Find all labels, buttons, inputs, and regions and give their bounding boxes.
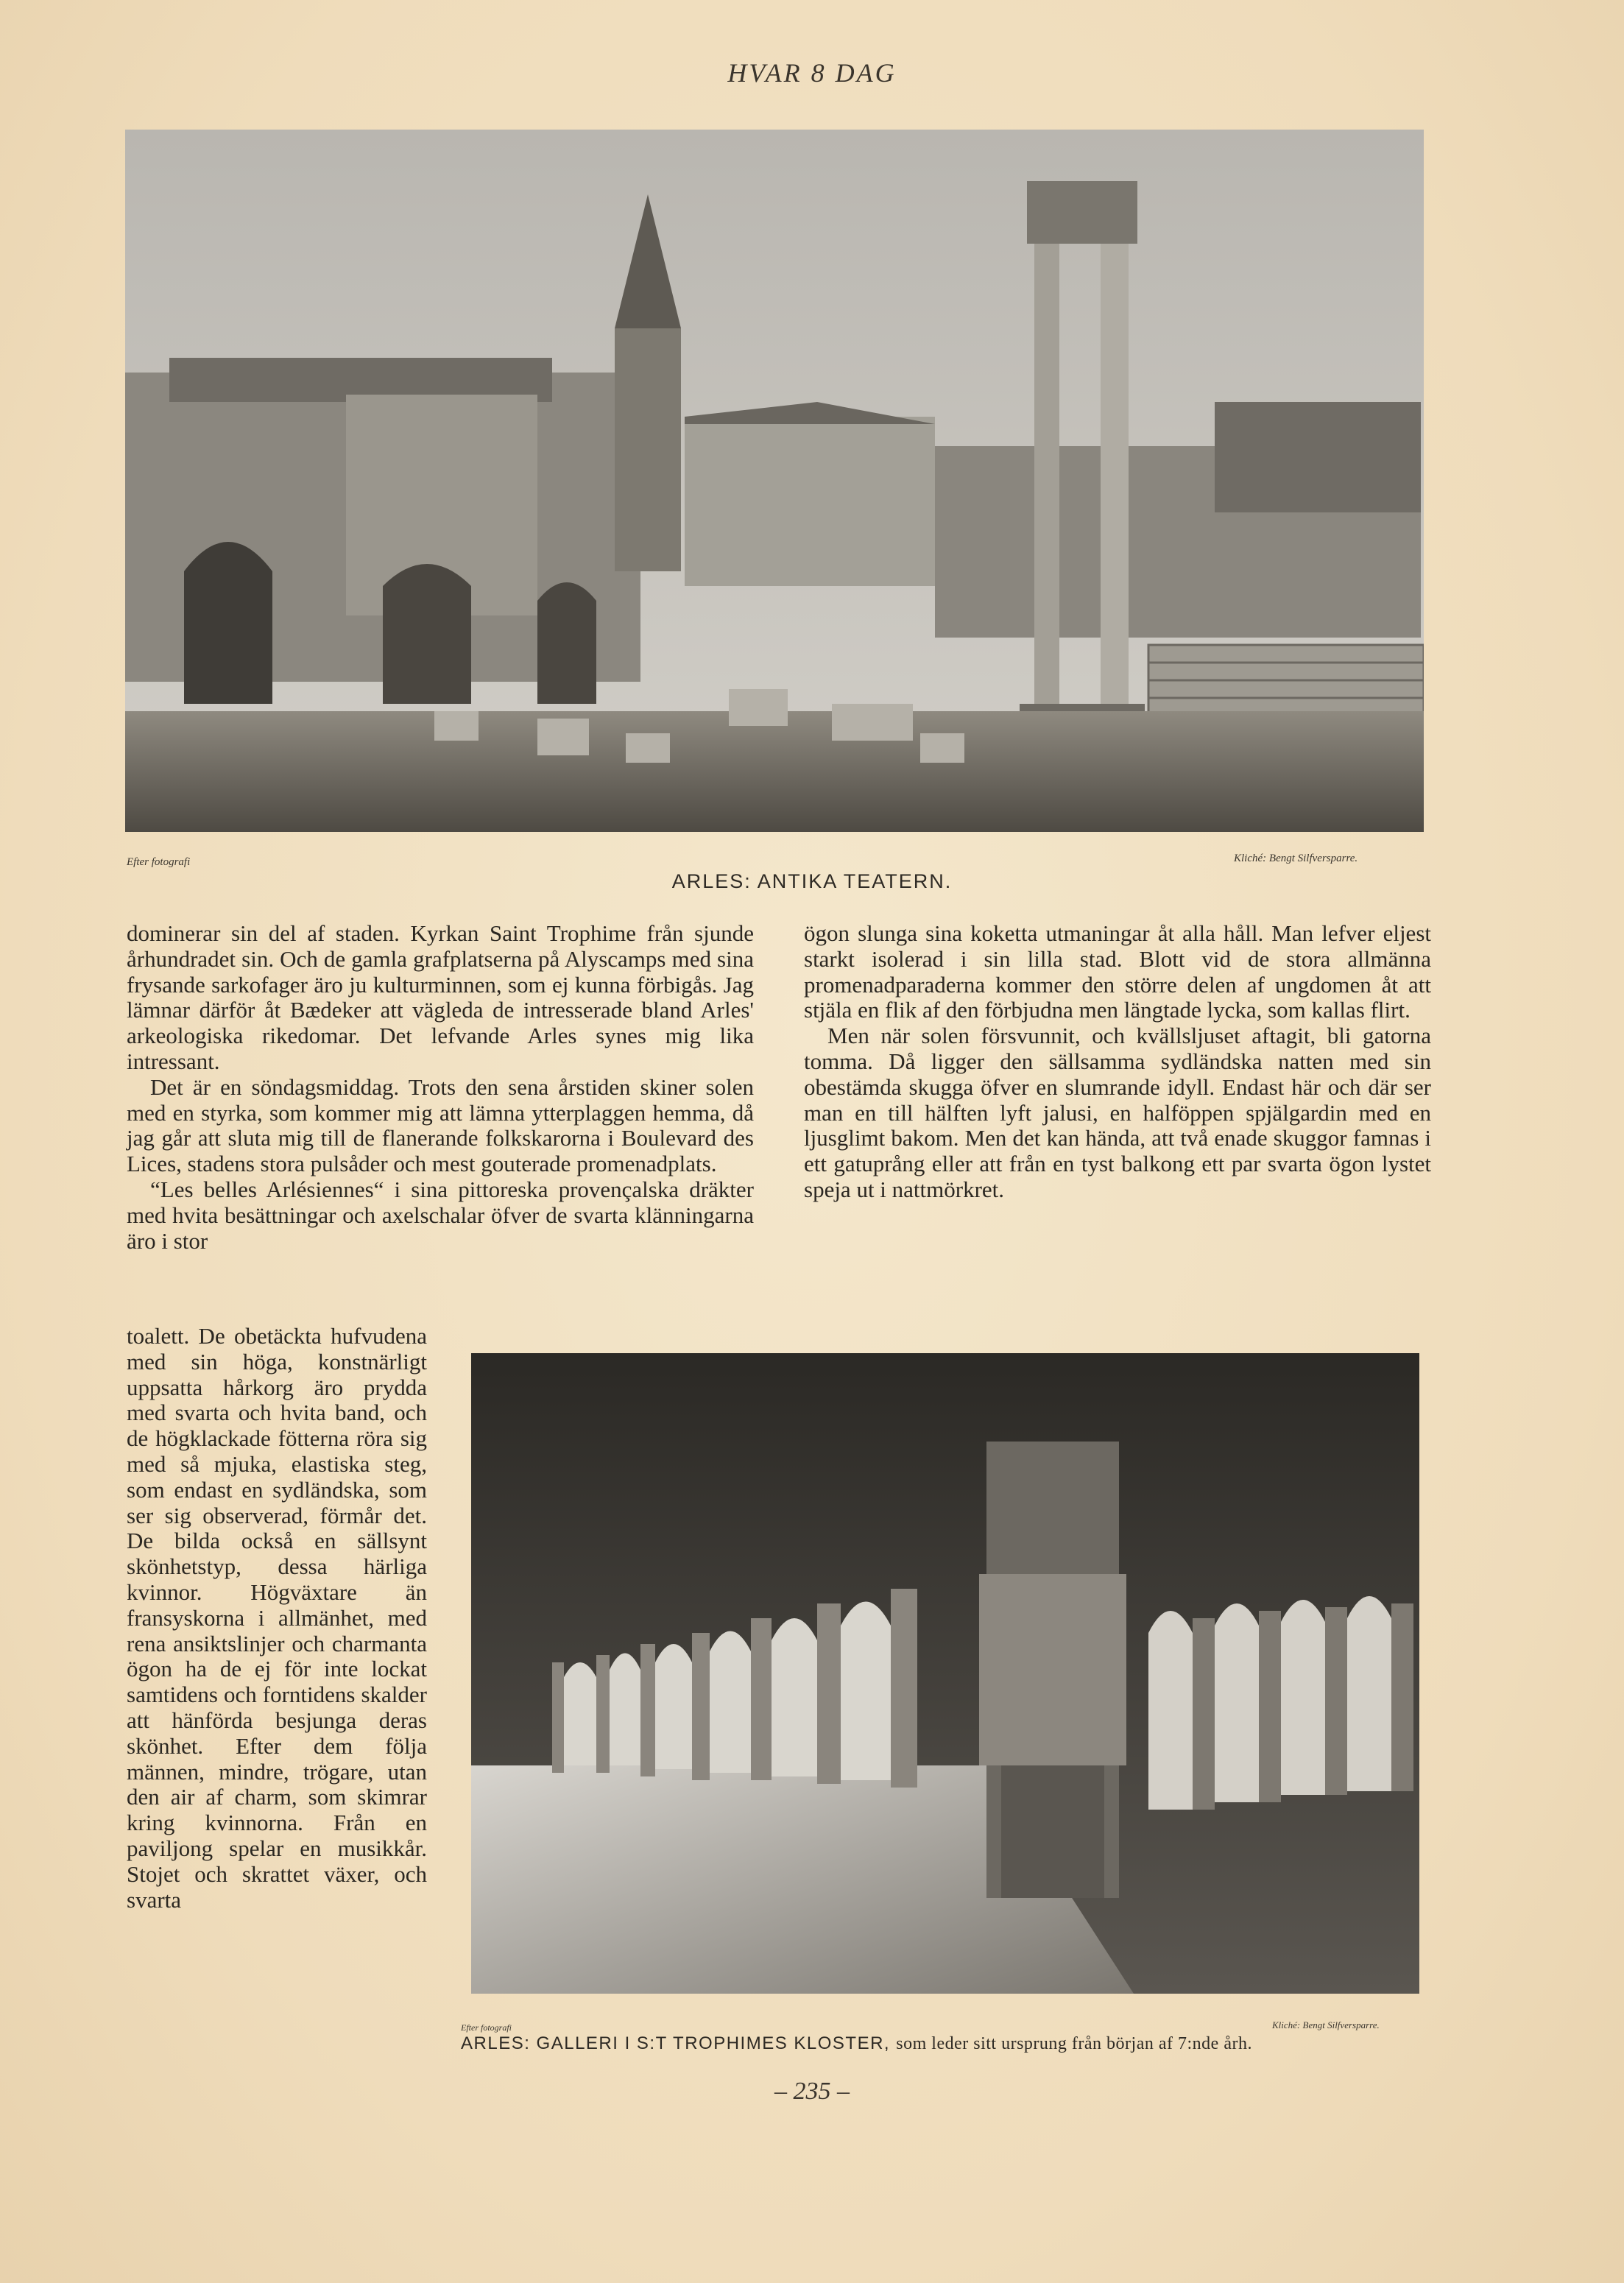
right-column: [804, 921, 1431, 1203]
photo2-credit-left: Efter fotografi: [461, 2022, 512, 2033]
left-narrow-text: toalett. De obetäckta hufvudena med sin höga, konstnärligt uppsatta hårkorg äro prydda med svarta och hvita band, och de högklackade fötterna röra sig med så mjuka, elastiska steg, som endast en sydländska, som ser sig observerad, förmår det. De bilda också en sällsynt skönhetstyp, dessa härliga kvinnor. Högväxtare än fransyskorna i allmänhet, med rena ansiktslinjer och charmanta ögon ha de ej för inte lockat samtidens och forntidens skalder att hänförda besjunga deras skönhet. Efter dem följa männen, mindre, trögare, utan den air af charm, som skimrar kring kvinnorna. Från en paviljong spelar en musikkår. Stojet och skrattet växer, och svarta: [127, 1323, 427, 1913]
right-paragraph-2: Men när solen försvunnit, och kvällsljuset aftagit, bli gatorna tomma. Då ligger den sällsamma sydländska natten med sin obestämda skugga öfver en slumrande idyll. Endast här och där ser man en till hälften lyft jalusi, en halföppen spjälgardin med en ljusglimt bakom. Men det kan hända, att två enade skuggor famnas i ett gatuprång eller att från en tyst balkong ett par svarta ögon lystet speja ut i nattmörkret.: [804, 1023, 1431, 1202]
left-narrow-column: [127, 1324, 427, 1913]
photo-cloister-gallery: [471, 1353, 1419, 1994]
photo2-caption: [461, 2033, 1252, 2054]
theatre-ruins-illustration: [125, 130, 1424, 832]
photo2-caption-rest: som leder sitt ursprung från början af 7:nde årh.: [896, 2034, 1252, 2053]
left-paragraph-2: Det är en söndagsmiddag. Trots den sena årstiden skiner solen med en styrka, som kommer mig att lämna ytterplaggen hemma, då jag går att sluta mig till de flanerande folkskarorna i Boulevard des Lices, stadens stora pulsåder och mest gouterade promenadplats.: [127, 1073, 754, 1177]
page-number: – 235 –: [774, 2078, 850, 2105]
photo1-credit-left: Efter fotografi: [127, 856, 191, 868]
cloister-illustration: [471, 1353, 1419, 1994]
photo2-credit-right: Kliché: Bengt Silfversparre.: [1272, 2019, 1380, 2030]
right-paragraph-1: ögon slunga sina koketta utmaningar åt alla håll. Man lefver eljest starkt isolerad i sin lilla stad. Blott vid de stora allmänna promenadparaderna kommer den större delen af ungdomen åt att stjäla en flik af den förbjudna men längtade lycka, som kallas flirt.: [804, 920, 1431, 1023]
photo-antika-teatern: [125, 130, 1424, 832]
photo2-caption-main: ARLES: GALLERI I S:T TROPHIMES KLOSTER,: [461, 2033, 891, 2053]
photo1-credit-right: Kliché: Bengt Silfversparre.: [1234, 853, 1358, 864]
left-paragraph-1: dominerar sin del af staden. Kyrkan Saint Trophime från sjunde århundradet sin. Och de gamla grafplatserna på Alyscamps med sina frysande sarkofager äro ju kulturminnen, som ej kunna förbigås. Jag lämnar därför åt Bædeker att vägleda de intresserade bland Arles' arkeologiska rikedomar. Det lefvande Arles synes mig lika intressant.: [127, 920, 754, 1074]
left-column: [127, 921, 754, 1254]
running-header: HVAR 8 DAG: [727, 58, 897, 88]
photo1-caption: ARLES: ANTIKA TEATERN.: [671, 870, 953, 892]
left-paragraph-3: “Les belles Arlésiennes“ i sina pittoreska provençalska dräkter med hvita besättningar och axelschalar öfver de svarta klänningarna äro i stor: [127, 1176, 754, 1254]
